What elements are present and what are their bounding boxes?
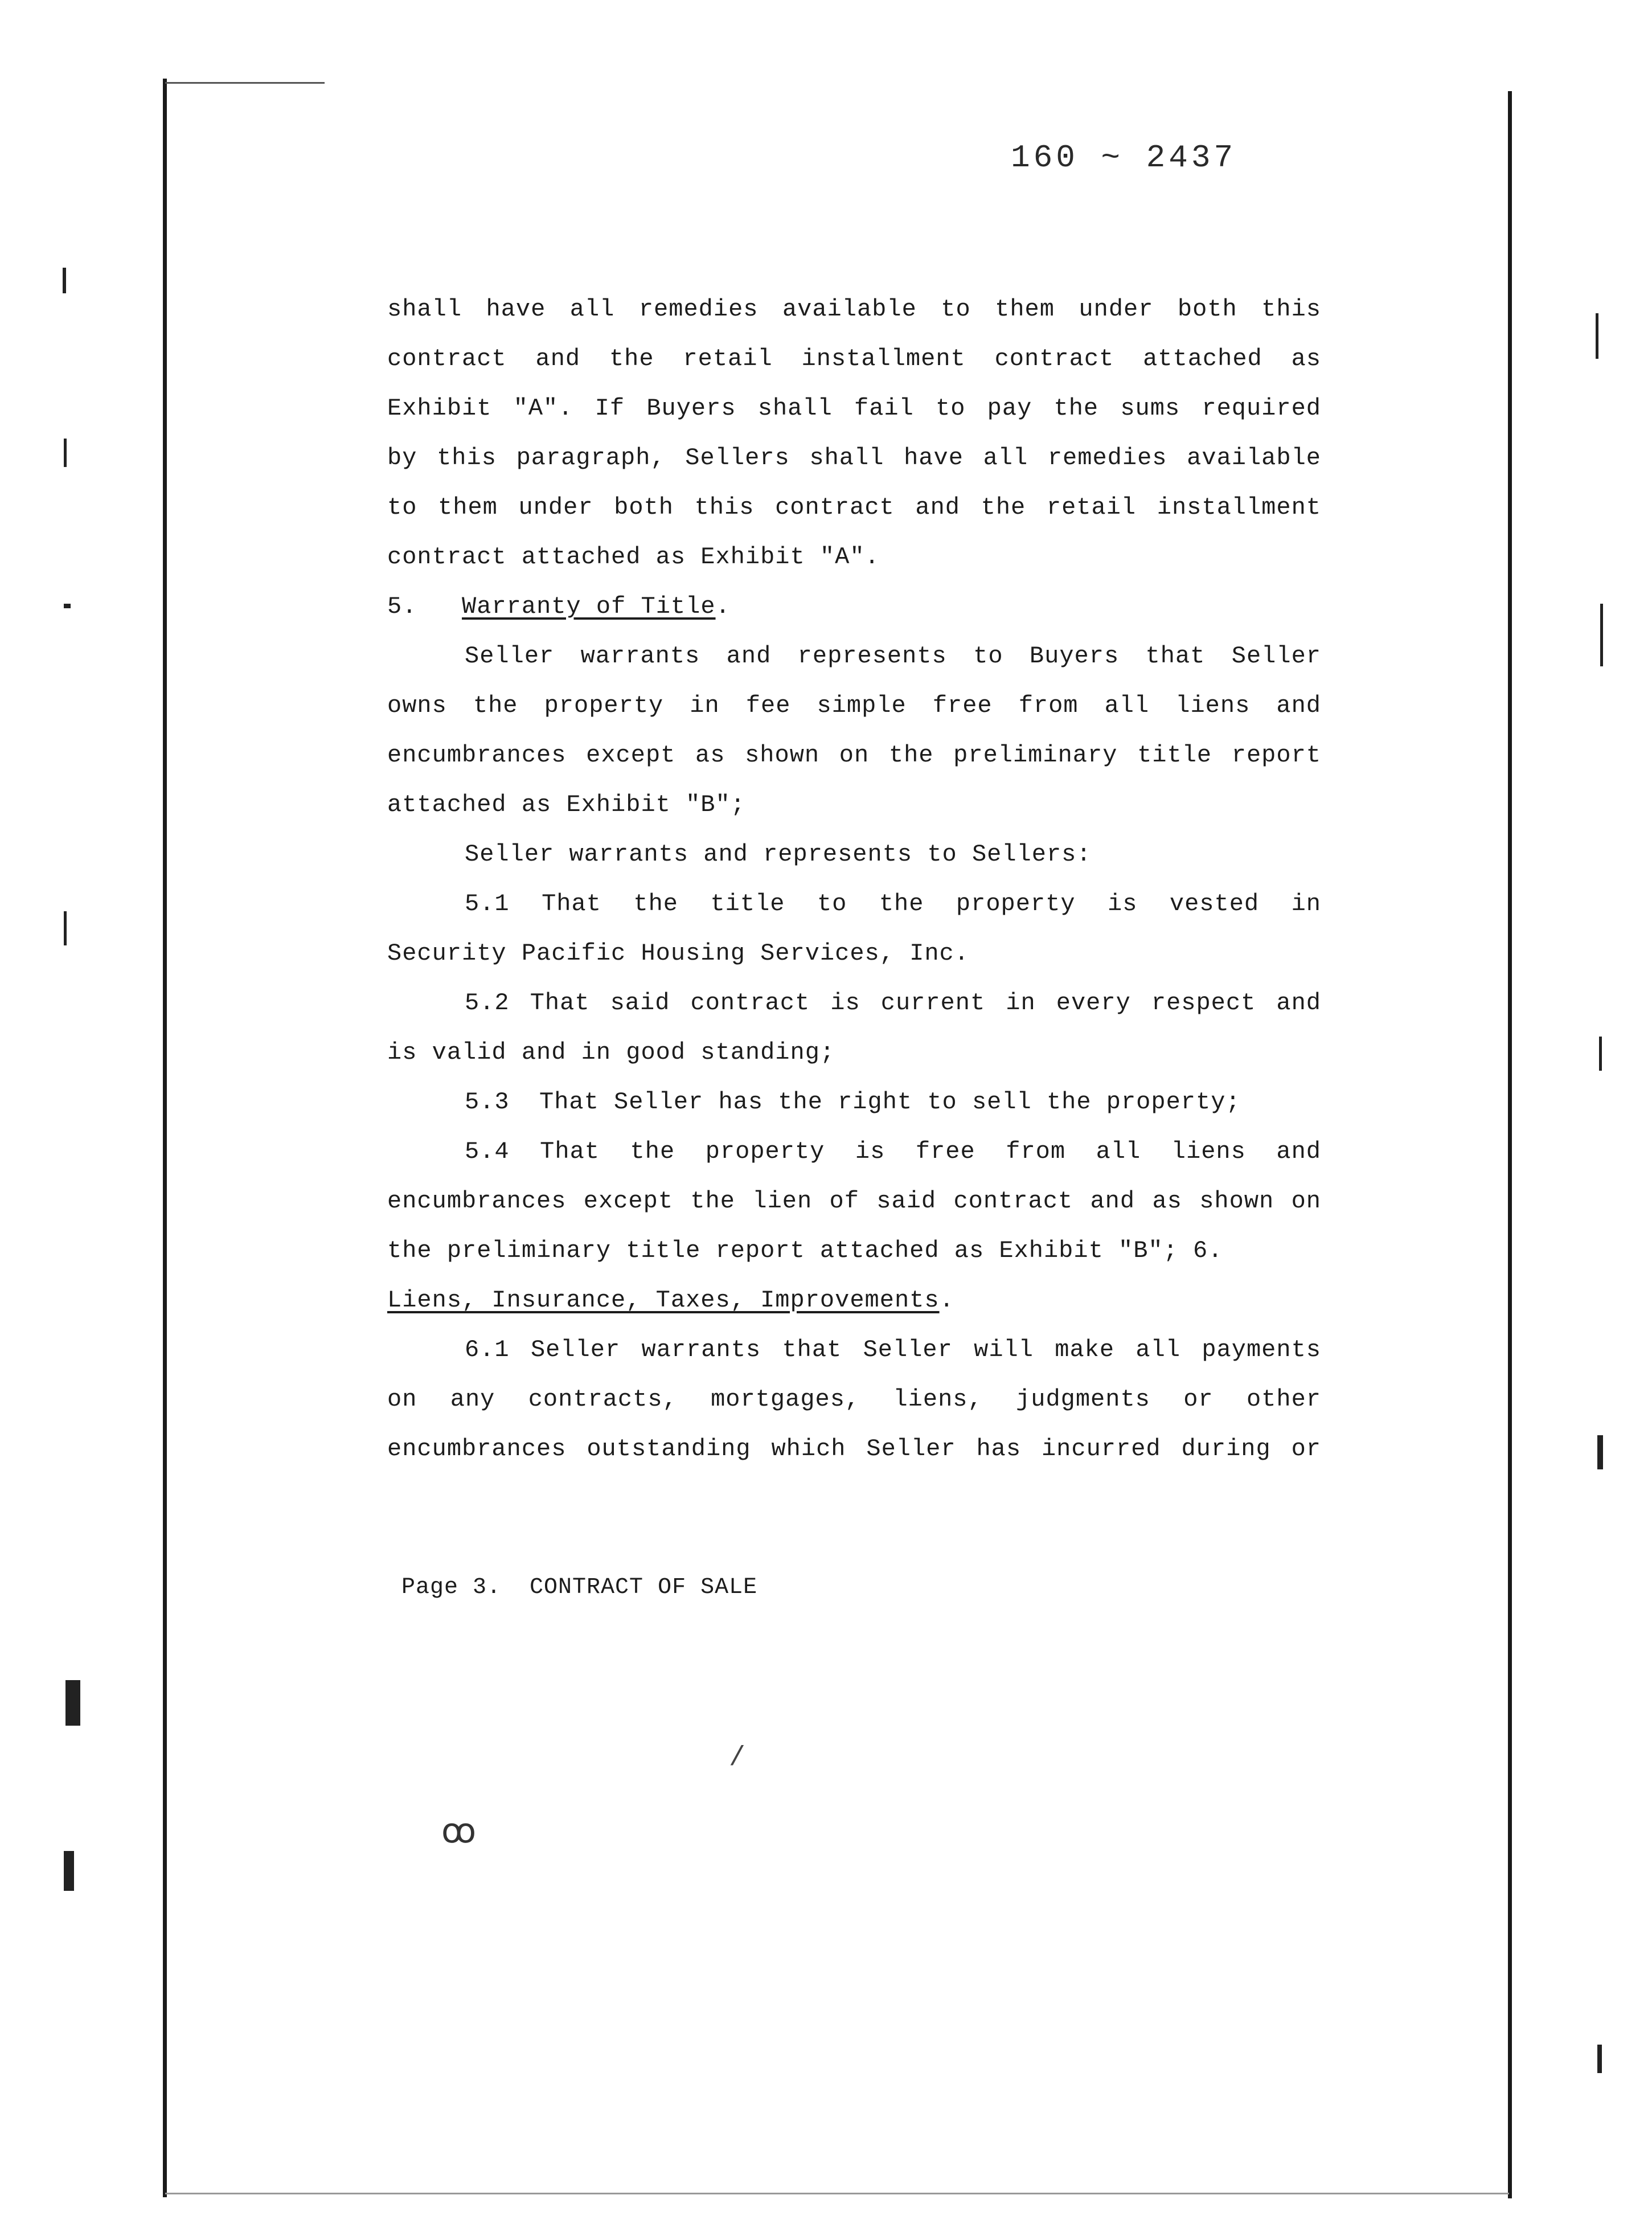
bottom-edge-line <box>165 2193 1509 2194</box>
text-line: encumbrances except as shown on the preliminary title report <box>387 742 1321 769</box>
footer-document-title: CONTRACT OF SALE <box>530 1575 758 1600</box>
stray-pen-mark: / <box>729 1743 745 1774</box>
text-line: 5.4 That the property is free from all liens and <box>465 1138 1321 1165</box>
scan-speck <box>1597 2045 1602 2073</box>
left-margin-line <box>163 79 167 2197</box>
page-number-stamp: 160 ~ 2437 <box>1011 140 1237 176</box>
text-line: encumbrances outstanding which Seller has incurred during or <box>387 1435 1321 1463</box>
text-line: Security Pacific Housing Services, Inc. <box>387 940 969 967</box>
text-line: to them under both this contract and the retail installment <box>387 494 1321 521</box>
scan-speck <box>1600 604 1603 666</box>
text-line: is valid and in good standing; <box>387 1039 835 1066</box>
text-line: 6.1 Seller warrants that Seller will make all payments <box>465 1336 1321 1363</box>
text-line: contract and the retail installment contract attached as <box>387 345 1321 372</box>
section-title: Liens, Insurance, Taxes, Improvements <box>387 1287 940 1314</box>
scan-speck <box>1596 313 1598 359</box>
text-line: owns the property in fee simple free from all liens and <box>387 692 1321 719</box>
text-line: by this paragraph, Sellers shall have all remedies available <box>387 444 1321 472</box>
scan-speck <box>64 1851 74 1891</box>
text-line: contract attached as Exhibit "A". <box>387 543 880 571</box>
right-margin-line <box>1508 91 1512 2198</box>
text-line: Seller warrants and represents to Sellers: <box>465 841 1092 868</box>
text-line: shall have all remedies available to them under both this <box>387 296 1321 323</box>
text-line: encumbrances except the lien of said contract and as shown on <box>387 1187 1321 1215</box>
text-line: attached as Exhibit "B"; <box>387 791 745 818</box>
text-line: 5.2 That said contract is current in every respect and <box>465 989 1321 1017</box>
footer-page-number: Page 3. <box>401 1575 502 1600</box>
scan-speck <box>64 604 71 608</box>
text-line: 5.3 That Seller has the right to sell the property; <box>465 1088 1241 1116</box>
scan-speck <box>1599 1037 1602 1071</box>
section-title: Warranty of Title <box>462 593 716 620</box>
top-edge-line <box>165 82 325 84</box>
text-line: Seller warrants and represents to Buyers that Seller <box>465 642 1321 670</box>
scan-speck <box>64 439 67 467</box>
section-period: . <box>939 1287 954 1314</box>
text-line: the preliminary title report attached as Exhibit "B"; 6. <box>387 1237 1223 1264</box>
page-footer <box>401 1575 757 1600</box>
scan-speck <box>64 911 67 945</box>
section-number: 5. <box>387 593 417 620</box>
section-period: . <box>715 593 731 620</box>
section-5-heading <box>387 582 1321 632</box>
handwritten-mark: ꝏ <box>441 1815 477 1853</box>
text-line: Exhibit "A". If Buyers shall fail to pay the sums required <box>387 395 1321 422</box>
contract-body <box>387 285 1321 1474</box>
scan-speck <box>65 1680 80 1726</box>
scan-speck <box>63 268 66 293</box>
section-6-heading <box>387 1276 1321 1325</box>
text-line: 5.1 That the title to the property is vested in <box>465 890 1321 918</box>
text-line: on any contracts, mortgages, liens, judgments or other <box>387 1386 1321 1413</box>
scan-speck <box>1597 1435 1603 1469</box>
